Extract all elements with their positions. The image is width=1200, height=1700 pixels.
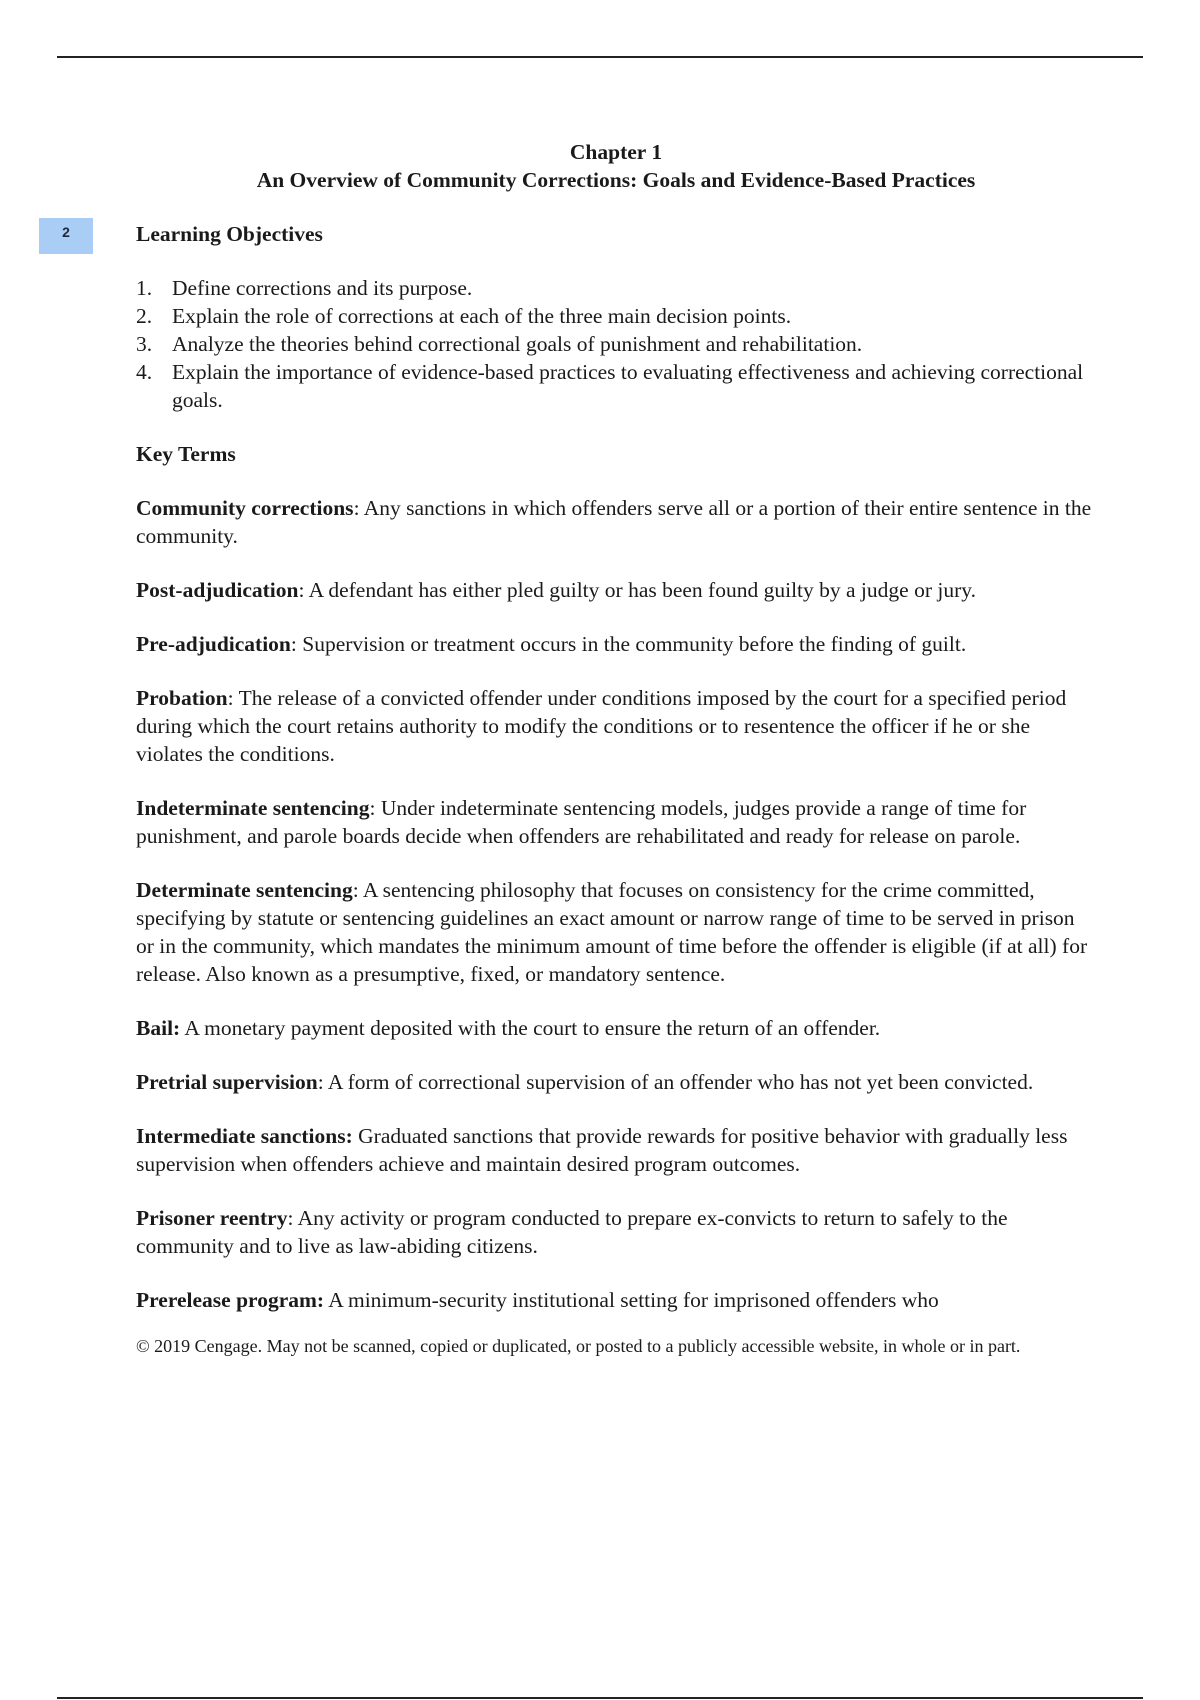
key-term-prerelease-program bbox=[136, 1286, 1096, 1314]
key-term-separator: : bbox=[287, 1206, 298, 1230]
list-item bbox=[136, 330, 1096, 358]
key-term-post-adjudication bbox=[136, 576, 1096, 604]
key-term-definition: A monetary payment deposited with the court to ensure the return of an offender. bbox=[184, 1016, 881, 1040]
list-item-number: 1. bbox=[136, 276, 153, 300]
list-item-number: 3. bbox=[136, 332, 153, 356]
key-term-separator: : bbox=[290, 632, 303, 656]
key-term-separator: : bbox=[353, 496, 364, 520]
key-term-separator: : bbox=[227, 686, 239, 710]
bottom-rule bbox=[57, 1697, 1143, 1699]
key-term-name: Community corrections bbox=[136, 496, 354, 520]
page-number-badge[interactable]: 2 bbox=[39, 218, 93, 254]
document-body bbox=[136, 138, 1096, 1377]
key-term-name: Prerelease program: bbox=[136, 1288, 325, 1312]
list-item bbox=[136, 358, 1096, 414]
key-term-pretrial-supervision bbox=[136, 1068, 1096, 1096]
learning-objectives-list bbox=[136, 274, 1096, 414]
copyright-notice: © 2019 Cengage. May not be scanned, copied or duplicated, or posted to a publicly accessible website, in whole or in part. bbox=[136, 1336, 1021, 1356]
key-term-indeterminate-sentencing bbox=[136, 794, 1096, 850]
key-term-community-corrections bbox=[136, 494, 1096, 550]
list-item bbox=[136, 274, 1096, 302]
key-term-definition: Graduated sanctions that provide rewards for positive behavior with gradually less supervision when offenders achieve and maintain desired program outcomes. bbox=[136, 1124, 1068, 1176]
list-item-text: Analyze the theories behind correctional goals of punishment and rehabilitation. bbox=[172, 332, 863, 356]
key-term-definition: Under indeterminate sentencing models, judges provide a range of time for punishment, and parole boards decide when offenders are rehabilitated and ready for release on parole. bbox=[136, 796, 1027, 848]
key-term-name: Prisoner reentry bbox=[136, 1206, 288, 1230]
key-term-definition: Supervision or treatment occurs in the community before the finding of guilt. bbox=[302, 632, 967, 656]
key-term-separator: : bbox=[298, 578, 309, 602]
key-term-definition: The release of a convicted offender under conditions imposed by the court for a specified period during which the court retains authority to modify the conditions or to resentence the officer if he or she violates the conditions. bbox=[136, 686, 1067, 766]
chapter-heading bbox=[136, 138, 1096, 194]
key-term-definition: A minimum-security institutional setting for imprisoned offenders who bbox=[328, 1288, 939, 1312]
key-term-name: Indeterminate sentencing bbox=[136, 796, 370, 820]
key-term-name: Post-adjudication bbox=[136, 578, 299, 602]
key-term-definition: Any sanctions in which offenders serve all or a portion of their entire sentence in the community. bbox=[136, 496, 1092, 548]
key-term-name: Probation bbox=[136, 686, 228, 710]
key-term-name: Determinate sentencing bbox=[136, 878, 353, 902]
top-rule bbox=[57, 56, 1143, 58]
key-term-definition: A form of correctional supervision of an offender who has not yet been convicted. bbox=[327, 1070, 1034, 1094]
key-term-intermediate-sanctions bbox=[136, 1122, 1096, 1178]
key-term-prisoner-reentry bbox=[136, 1204, 1096, 1260]
key-term-definition: Any activity or program conducted to prepare ex-convicts to return to safely to the community and to live as law-abiding citizens. bbox=[136, 1206, 1008, 1258]
key-term-name: Pre-adjudication bbox=[136, 632, 291, 656]
key-term-bail bbox=[136, 1014, 1096, 1042]
learning-objectives-heading: Learning Objectives bbox=[136, 222, 323, 246]
key-term-probation bbox=[136, 684, 1096, 768]
chapter-label: Chapter 1 bbox=[569, 140, 663, 164]
key-term-determinate-sentencing bbox=[136, 876, 1096, 988]
key-term-name: Bail: bbox=[136, 1016, 181, 1040]
key-term-name: Intermediate sanctions: bbox=[136, 1124, 353, 1148]
list-item-text: Explain the importance of evidence-based practices to evaluating effectiveness and achieving correctional goals. bbox=[172, 360, 1084, 412]
key-term-separator: : bbox=[369, 796, 381, 820]
list-item-text: Explain the role of corrections at each of the three main decision points. bbox=[172, 304, 792, 328]
list-item-text: Define corrections and its purpose. bbox=[172, 276, 473, 300]
key-terms-heading: Key Terms bbox=[136, 442, 236, 466]
list-item-number: 2. bbox=[136, 304, 153, 328]
key-term-definition: A sentencing philosophy that focuses on consistency for the crime committed, specifying by statute or sentencing guidelines an exact amount or narrow range of time to be served in prison or in the community, which mandates the minimum amount of time before the offender is eligible (if at all) for release. Also known as a presumptive, fixed, or mandatory sentence. bbox=[136, 878, 1088, 986]
list-item-number: 4. bbox=[136, 360, 153, 384]
key-term-separator: : bbox=[352, 878, 363, 902]
key-term-separator: : bbox=[317, 1070, 328, 1094]
key-term-definition: A defendant has either pled guilty or has been found guilty by a judge or jury. bbox=[308, 578, 976, 602]
chapter-title: An Overview of Community Corrections: Goals and Evidence-Based Practices bbox=[256, 168, 976, 192]
key-term-pre-adjudication bbox=[136, 630, 1096, 658]
key-term-name: Pretrial supervision bbox=[136, 1070, 318, 1094]
list-item bbox=[136, 302, 1096, 330]
